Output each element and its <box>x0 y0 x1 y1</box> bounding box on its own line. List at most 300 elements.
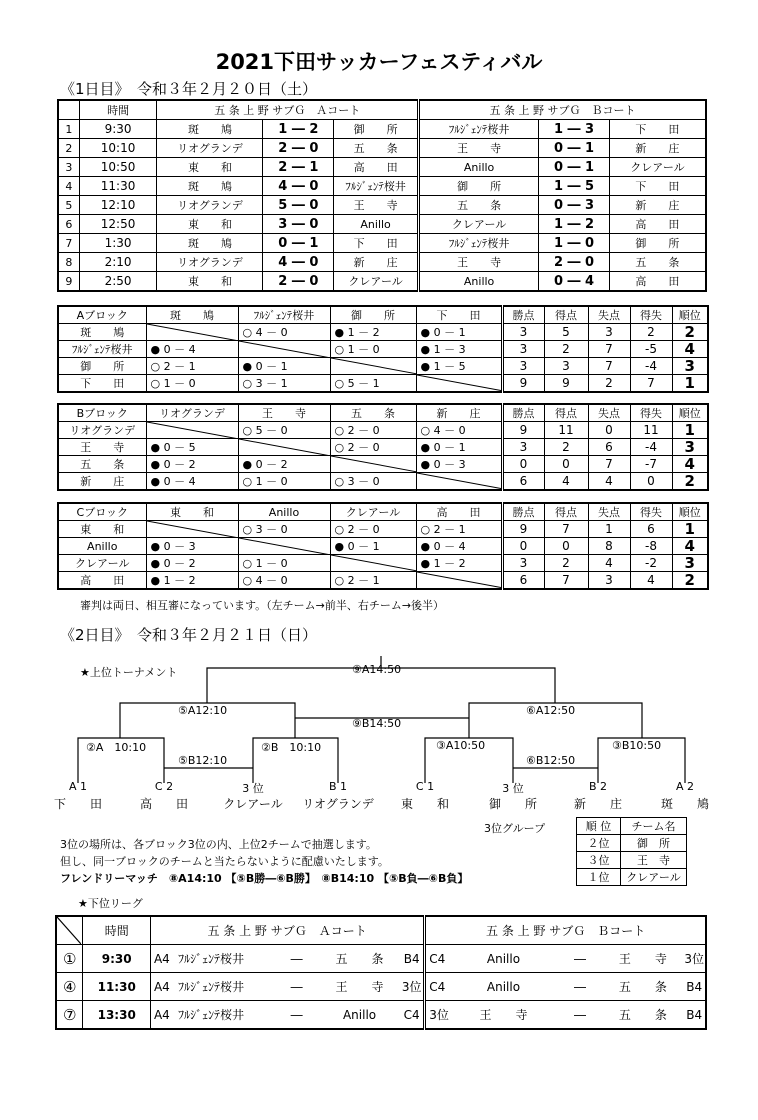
court-a-score: 4 ― 0 <box>263 253 334 272</box>
schedule-row <box>58 234 706 253</box>
block-row-team: Anillo <box>58 538 146 555</box>
friendly-match-note: フレンドリーマッチ ⑧A14:10 【⑤B勝―⑥B勝】 ⑧B14:10 【⑤B負―⑥B負】 <box>60 872 469 885</box>
stat-header: 順位 <box>672 306 708 324</box>
diagonal-line <box>147 422 239 439</box>
match-time: 2:10 <box>79 253 157 272</box>
qf-r1-label: ③A10:50 <box>436 739 486 752</box>
court-b-home-team: 御 所 <box>419 177 539 196</box>
stat-value: 11 <box>630 422 672 439</box>
match-number: 8 <box>58 253 79 272</box>
block-header-row <box>58 503 708 521</box>
block-col-team: 高 田 <box>416 503 502 521</box>
result-cell: ● 0 － 3 <box>146 538 238 555</box>
diagonal-line <box>331 555 417 572</box>
qf-r2-label: ③B10:50 <box>612 739 662 752</box>
block-col-team: 新 庄 <box>416 404 502 422</box>
result-cell: ● 0 － 1 <box>416 324 502 341</box>
stat-value: 0 <box>502 456 544 473</box>
block-col-team: 下 田 <box>416 306 502 324</box>
match-number: 5 <box>58 196 79 215</box>
block-row-team: 下 田 <box>58 375 146 393</box>
diagonal-line <box>417 375 503 392</box>
stat-value: 0 <box>544 456 588 473</box>
rank-value: 3 <box>672 555 708 572</box>
stat-value: 4 <box>630 572 672 590</box>
stat-value: 3 <box>502 341 544 358</box>
stat-value: 4 <box>544 473 588 491</box>
court-b-score: 1 ― 3 <box>539 120 610 139</box>
stat-value: 7 <box>588 341 630 358</box>
day1-label: 《1日目》 令和３年２月２０日（土） <box>60 80 318 98</box>
stat-value: 7 <box>588 358 630 375</box>
court-b-away-team: 高 田 <box>609 215 706 234</box>
result-cell: ● 0 － 1 <box>416 439 502 456</box>
stat-value: 9 <box>502 375 544 393</box>
rank-value: 4 <box>672 538 708 555</box>
match-time: 10:50 <box>79 158 157 177</box>
court-b-away-team: 新 庄 <box>609 139 706 158</box>
stat-header: 順位 <box>672 404 708 422</box>
stat-value: 4 <box>588 473 630 491</box>
rank-value: 3 <box>672 439 708 456</box>
match-time: 2:50 <box>79 272 157 292</box>
court-a-score: 2 ― 0 <box>263 272 334 292</box>
court-a-away-team: 下 田 <box>334 234 419 253</box>
away-team: Anillo <box>319 1001 400 1030</box>
court-b-away-team: 御 所 <box>609 234 706 253</box>
rank-team: 王 寺 <box>621 852 687 869</box>
self-match-cell <box>416 572 502 590</box>
court-a-score: 5 ― 0 <box>263 196 334 215</box>
away-team: 王 寺 <box>319 973 400 1001</box>
stat-value: 6 <box>502 572 544 590</box>
away-seed: B4 <box>400 945 425 973</box>
diagonal-line <box>147 324 239 341</box>
semi-left-label: ⑤A12:10 <box>178 704 228 717</box>
sub-left-label: ⑤B12:10 <box>178 754 228 767</box>
schedule-header-row <box>58 100 706 120</box>
stat-value: 9 <box>544 375 588 393</box>
away-seed: B4 <box>683 1001 706 1030</box>
court-b-home-team: 王 寺 <box>419 253 539 272</box>
court-a-away-team: 王 寺 <box>334 196 419 215</box>
block-row <box>58 521 708 538</box>
stat-value: 3 <box>588 324 630 341</box>
block-col-team: 東 和 <box>146 503 238 521</box>
stat-value: -4 <box>630 358 672 375</box>
result-cell: ● 0 － 5 <box>146 439 238 456</box>
lower-time-header: 時間 <box>83 916 150 945</box>
result-cell: ○ 5 － 0 <box>238 422 330 439</box>
lower-match-number: ⑦ <box>56 1001 83 1030</box>
result-cell: ● 1 － 2 <box>330 324 416 341</box>
seed-label: C 2 <box>154 780 174 793</box>
seed-label: C 1 <box>415 780 435 793</box>
match-number: 6 <box>58 215 79 234</box>
result-cell: ○ 3 － 1 <box>238 375 330 393</box>
rank-header-row <box>577 818 687 835</box>
away-team: 五 条 <box>602 973 683 1001</box>
stat-value: 9 <box>502 422 544 439</box>
stat-header: 得点 <box>544 404 588 422</box>
block-row <box>58 572 708 590</box>
qf-l2-label: ②B 10:10 <box>261 741 322 754</box>
rank-team: クレアール <box>621 869 687 886</box>
block-col-team: 五 条 <box>330 404 416 422</box>
home-seed: A4 <box>150 945 175 973</box>
schedule-row <box>58 196 706 215</box>
result-cell: ○ 4 － 0 <box>416 422 502 439</box>
rank-row <box>577 835 687 852</box>
stat-value: 2 <box>630 324 672 341</box>
block-row <box>58 456 708 473</box>
court-b-score: 1 ― 5 <box>539 177 610 196</box>
court-a-home-team: 斑 鳩 <box>157 234 263 253</box>
stat-value: 1 <box>588 521 630 538</box>
result-cell: ● 1 － 2 <box>416 555 502 572</box>
lower-match-number: ④ <box>56 973 83 1001</box>
home-team: 王 寺 <box>450 1001 558 1030</box>
away-seed: 3位 <box>400 973 425 1001</box>
result-cell: ○ 3 － 0 <box>330 473 416 491</box>
result-cell: ● 0 － 2 <box>146 456 238 473</box>
result-cell: ○ 1 － 0 <box>238 555 330 572</box>
stat-value: -7 <box>630 456 672 473</box>
sub-right-label: ⑥B12:50 <box>526 754 576 767</box>
result-cell: ● 0 － 1 <box>238 358 330 375</box>
stat-value: 3 <box>588 572 630 590</box>
upper-tournament-title: ★上位トーナメント <box>80 666 178 679</box>
court-b-score: 1 ― 2 <box>539 215 610 234</box>
block-table-2 <box>57 403 709 491</box>
stat-value: 6 <box>630 521 672 538</box>
seed-label: A 1 <box>68 780 88 793</box>
stat-value: 3 <box>502 439 544 456</box>
day1-schedule-table <box>57 99 707 292</box>
result-cell: ○ 2 － 1 <box>416 521 502 538</box>
stat-header: 得失 <box>630 306 672 324</box>
stat-header: 勝点 <box>502 503 544 521</box>
court-a-away-team: クレアール <box>334 272 419 292</box>
court-b-home-team: Anillo <box>419 272 539 292</box>
block-col-team: ﾌﾙｼﾞｪﾝﾃ桜井 <box>238 306 330 324</box>
stat-header: 失点 <box>588 404 630 422</box>
result-cell: ● 0 － 4 <box>416 538 502 555</box>
result-cell: ● 0 － 4 <box>146 341 238 358</box>
lower-row <box>56 1001 706 1030</box>
lower-match-time: 13:30 <box>83 1001 150 1030</box>
block-header-row <box>58 306 708 324</box>
lower-match-time: 11:30 <box>83 973 150 1001</box>
rank-value: 2 <box>672 572 708 590</box>
seed-team: 御 所 <box>488 797 537 811</box>
stat-value: 7 <box>630 375 672 393</box>
lower-row <box>56 945 706 973</box>
referee-note: 審判は両日、相互審になっています。（左チーム→前半、右チーム→後半） <box>80 599 445 612</box>
result-cell: ● 0 － 2 <box>238 456 330 473</box>
lower-court-a-header: 五 条 上 野 サブＧ Ａコート <box>150 916 424 945</box>
court-b-score: 1 ― 0 <box>539 234 610 253</box>
block-row-team: ﾌﾙｼﾞｪﾝﾃ桜井 <box>58 341 146 358</box>
rank-value: 4 <box>672 341 708 358</box>
court-a-score: 0 ― 1 <box>263 234 334 253</box>
rank-row <box>577 869 687 886</box>
stat-value: 6 <box>588 439 630 456</box>
result-cell: ○ 3 － 0 <box>238 521 330 538</box>
self-match-cell <box>146 521 238 538</box>
stat-value: 0 <box>630 473 672 491</box>
stat-value: 7 <box>544 521 588 538</box>
court-a-away-team: 高 田 <box>334 158 419 177</box>
block-row-team: リオグランデ <box>58 422 146 439</box>
result-cell: ○ 2 － 1 <box>330 572 416 590</box>
third-place-label: ⑨B14:50 <box>352 717 402 730</box>
block-row <box>58 439 708 456</box>
court-b-score: 0 ― 3 <box>539 196 610 215</box>
seed-team: 新 庄 <box>573 797 622 811</box>
rank-position: ３位 <box>577 852 621 869</box>
vs-dash: ― <box>274 1001 319 1030</box>
no-header <box>58 100 79 120</box>
lower-match-number: ① <box>56 945 83 973</box>
stat-header: 得点 <box>544 503 588 521</box>
diagonal-line <box>331 358 417 375</box>
schedule-row <box>58 139 706 158</box>
court-b-home-team: Anillo <box>419 158 539 177</box>
self-match-cell <box>330 456 416 473</box>
day2-label: 《2日目》 令和３年２月２１日（日） <box>60 626 318 644</box>
court-a-score: 3 ― 0 <box>263 215 334 234</box>
block-row <box>58 555 708 572</box>
block-row <box>58 324 708 341</box>
away-seed: C4 <box>400 1001 425 1030</box>
away-team: 五 条 <box>602 1001 683 1030</box>
stat-value: 11 <box>544 422 588 439</box>
block-row-team: 王 寺 <box>58 439 146 456</box>
seed-team: 下 田 <box>53 797 102 811</box>
vs-dash: ― <box>557 945 602 973</box>
note-1: 3位の場所は、各ブロック3位の内、上位2チームで抽選します。 <box>60 838 377 851</box>
result-cell: ○ 1 － 0 <box>238 473 330 491</box>
diagonal-line <box>417 572 503 589</box>
stat-value: 7 <box>544 572 588 590</box>
stat-value: 0 <box>544 538 588 555</box>
page-title: 2021下田サッカーフェスティバル <box>215 50 543 74</box>
result-cell: ○ 4 － 0 <box>238 324 330 341</box>
self-match-cell <box>238 439 330 456</box>
block-col-team: 斑 鳩 <box>146 306 238 324</box>
seed-team: クレアール <box>223 797 283 811</box>
result-cell: ○ 1 － 0 <box>146 375 238 393</box>
time-header: 時間 <box>79 100 157 120</box>
match-time: 9:30 <box>79 120 157 139</box>
result-cell: ○ 2 － 0 <box>330 422 416 439</box>
diagonal-line <box>331 456 417 473</box>
court-b-home-team: 五 条 <box>419 196 539 215</box>
rank-value: 4 <box>672 456 708 473</box>
court-b-home-team: ﾌﾙｼﾞｪﾝﾃ桜井 <box>419 120 539 139</box>
stat-value: -2 <box>630 555 672 572</box>
result-cell: ● 1 － 3 <box>416 341 502 358</box>
stat-header: 得失 <box>630 404 672 422</box>
stat-value: 9 <box>502 521 544 538</box>
stat-value: -8 <box>630 538 672 555</box>
match-time: 11:30 <box>79 177 157 196</box>
rank-value: 2 <box>672 324 708 341</box>
self-match-cell <box>416 375 502 393</box>
note-2: 但し、同一ブロックのチームと当たらないように配慮いたします。 <box>60 855 389 868</box>
seed-label: A 2 <box>675 780 695 793</box>
diagonal-line <box>57 917 81 944</box>
seed-team: リオグランデ <box>302 797 374 811</box>
home-team: Anillo <box>450 973 558 1001</box>
court-a-score: 1 ― 2 <box>263 120 334 139</box>
block-name: Cブロック <box>58 503 146 521</box>
rank-header: 順 位 <box>577 818 621 835</box>
court-a-away-team: 新 庄 <box>334 253 419 272</box>
home-seed: C4 <box>425 973 450 1001</box>
stat-value: 5 <box>544 324 588 341</box>
court-b-away-team: 高 田 <box>609 272 706 292</box>
match-number: 7 <box>58 234 79 253</box>
stat-value: 2 <box>544 555 588 572</box>
lower-court-b-header: 五 条 上 野 サブＧ Ｂコート <box>425 916 706 945</box>
rank-team: 御 所 <box>621 835 687 852</box>
court-b-away-team: 五 条 <box>609 253 706 272</box>
home-seed: A4 <box>150 1001 175 1030</box>
stat-header: 勝点 <box>502 306 544 324</box>
court-b-score: 0 ― 1 <box>539 158 610 177</box>
seed-team: 東 和 <box>400 797 449 811</box>
stat-header: 順位 <box>672 503 708 521</box>
block-row-team: クレアール <box>58 555 146 572</box>
seed-label: B 1 <box>328 780 348 793</box>
stat-header: 得失 <box>630 503 672 521</box>
stat-value: 6 <box>502 473 544 491</box>
seed-team: 斑 鳩 <box>660 797 709 811</box>
result-cell: ○ 4 － 0 <box>238 572 330 590</box>
court-b-home-team: 王 寺 <box>419 139 539 158</box>
away-team: 五 条 <box>319 945 400 973</box>
self-match-cell <box>330 358 416 375</box>
seed-label: 3 位 <box>502 782 524 795</box>
block-row-team: 斑 鳩 <box>58 324 146 341</box>
self-match-cell <box>330 555 416 572</box>
block-table-1 <box>57 305 709 393</box>
match-number: 2 <box>58 139 79 158</box>
block-table-3 <box>57 502 709 590</box>
rank-position: ２位 <box>577 835 621 852</box>
court-b-score: 0 ― 4 <box>539 272 610 292</box>
schedule-row <box>58 177 706 196</box>
court-b-score: 0 ― 1 <box>539 139 610 158</box>
court-a-home-team: 東 和 <box>157 272 263 292</box>
court-a-away-team: 御 所 <box>334 120 419 139</box>
stat-value: 3 <box>544 358 588 375</box>
stat-value: 7 <box>588 456 630 473</box>
court-b-header: 五 条 上 野 サブＧ Ｂコート <box>419 100 706 120</box>
court-a-home-team: リオグランデ <box>157 196 263 215</box>
match-number: 3 <box>58 158 79 177</box>
court-b-away-team: 下 田 <box>609 177 706 196</box>
stat-value: 8 <box>588 538 630 555</box>
rank-value: 1 <box>672 521 708 538</box>
home-team: ﾌﾙｼﾞｪﾝﾃ桜井 <box>175 1001 274 1030</box>
block-col-team: リオグランデ <box>146 404 238 422</box>
vs-dash: ― <box>557 1001 602 1030</box>
block-name: Aブロック <box>58 306 146 324</box>
court-b-home-team: ﾌﾙｼﾞｪﾝﾃ桜井 <box>419 234 539 253</box>
stat-header: 得点 <box>544 306 588 324</box>
stat-header: 勝点 <box>502 404 544 422</box>
match-number: 9 <box>58 272 79 292</box>
diagonal-header-cell <box>56 916 83 945</box>
schedule-row <box>58 272 706 292</box>
court-a-home-team: 東 和 <box>157 158 263 177</box>
home-seed: C4 <box>425 945 450 973</box>
block-row <box>58 538 708 555</box>
court-a-away-team: 五 条 <box>334 139 419 158</box>
result-cell: ● 0 － 4 <box>146 473 238 491</box>
stat-value: 3 <box>502 324 544 341</box>
court-a-home-team: リオグランデ <box>157 253 263 272</box>
block-row-team: 新 庄 <box>58 473 146 491</box>
lower-league-title: ★下位リーグ <box>78 897 143 910</box>
third-group-title: 3位グループ <box>484 822 546 835</box>
court-a-home-team: 東 和 <box>157 215 263 234</box>
court-a-score: 2 ― 0 <box>263 139 334 158</box>
lower-league-table <box>55 915 707 1030</box>
block-col-team: クレアール <box>330 503 416 521</box>
vs-dash: ― <box>274 945 319 973</box>
court-a-score: 2 ― 1 <box>263 158 334 177</box>
result-cell: ○ 2 － 0 <box>330 439 416 456</box>
qf-l1-label: ②A 10:10 <box>86 741 147 754</box>
stat-value: -4 <box>630 439 672 456</box>
court-a-away-team: Anillo <box>334 215 419 234</box>
court-b-away-team: 下 田 <box>609 120 706 139</box>
schedule-row <box>58 158 706 177</box>
block-row-team: 御 所 <box>58 358 146 375</box>
result-cell: ● 0 － 3 <box>416 456 502 473</box>
stat-header: 失点 <box>588 503 630 521</box>
match-time: 10:10 <box>79 139 157 158</box>
block-row <box>58 341 708 358</box>
result-cell: ● 0 － 1 <box>330 538 416 555</box>
court-a-home-team: 斑 鳩 <box>157 177 263 196</box>
result-cell: ● 1 － 2 <box>146 572 238 590</box>
block-row <box>58 375 708 393</box>
final-label: ⑨A14:50 <box>352 663 402 676</box>
result-cell: ○ 2 － 0 <box>330 521 416 538</box>
court-a-away-team: ﾌﾙｼﾞｪﾝﾃ桜井 <box>334 177 419 196</box>
rank-row <box>577 852 687 869</box>
seed-team: 高 田 <box>139 797 188 811</box>
away-seed: 3位 <box>683 945 706 973</box>
home-team: ﾌﾙｼﾞｪﾝﾃ桜井 <box>175 973 274 1001</box>
court-a-home-team: 斑 鳩 <box>157 120 263 139</box>
lower-row <box>56 973 706 1001</box>
match-number: 4 <box>58 177 79 196</box>
schedule-row <box>58 120 706 139</box>
self-match-cell <box>238 538 330 555</box>
court-b-score: 2 ― 0 <box>539 253 610 272</box>
court-a-home-team: リオグランデ <box>157 139 263 158</box>
stat-value: 0 <box>588 422 630 439</box>
self-match-cell <box>146 422 238 439</box>
block-row <box>58 422 708 439</box>
result-cell: ● 0 － 2 <box>146 555 238 572</box>
